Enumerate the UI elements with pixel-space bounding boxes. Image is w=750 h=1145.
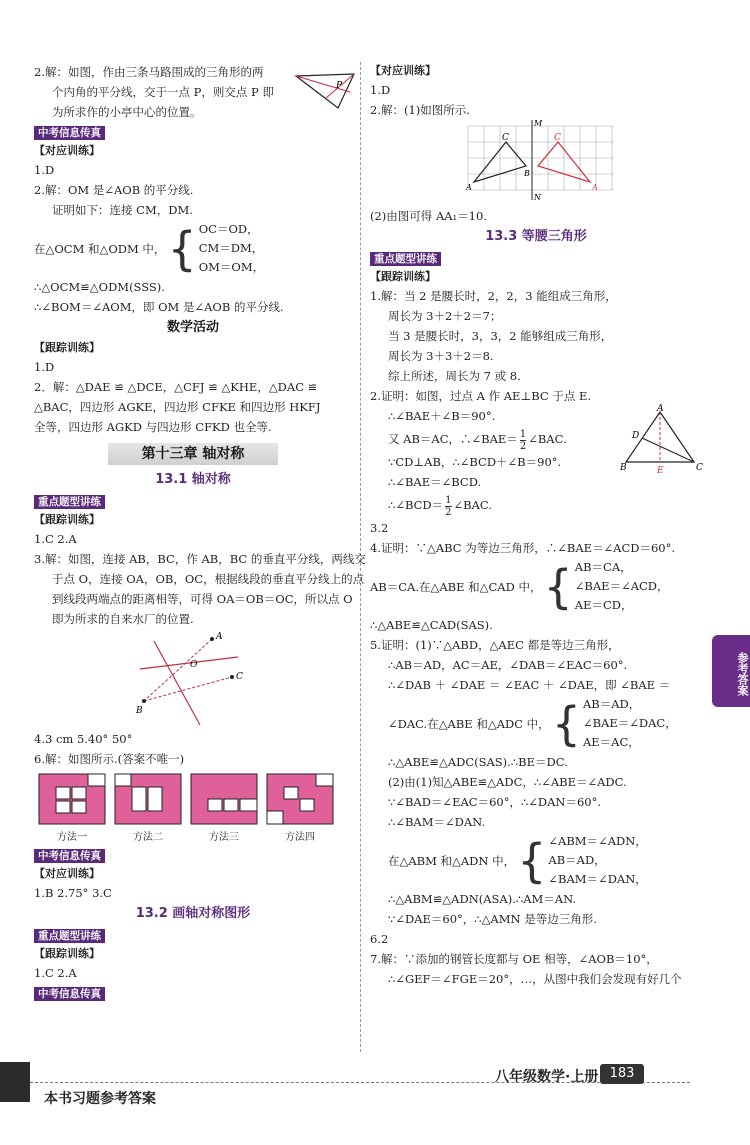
answer-line: 即为所求的自来水厂的位置.: [52, 612, 194, 626]
section-tag: 重点题型讲练: [34, 929, 105, 943]
svg-text:C: C: [502, 133, 509, 143]
system-lead: AB＝CA.在△ABE 和△CAD 中，: [370, 579, 542, 594]
answer-line: ∴△ABM≌△ADN(ASA).∴AM＝AN.: [388, 892, 577, 906]
answer-line: 1.D: [34, 163, 55, 177]
answer-line: (2)由图可得 AA₁＝10.: [370, 209, 487, 223]
equation-system: [370, 558, 702, 615]
answer-line: 证明如下：连接 CM，DM.: [52, 203, 193, 217]
answer-line: 综上所述，周长为 7 或 8.: [388, 369, 521, 383]
svg-text:C: C: [236, 672, 243, 682]
answer-line: 1.B 2.75° 3.C: [34, 886, 112, 900]
svg-text:C: C: [696, 463, 703, 473]
answer-line: 2.解：OM 是∠AOB 的平分线.: [34, 183, 194, 197]
answer-line: 1.D: [370, 83, 391, 97]
brace-icon: {: [551, 696, 581, 751]
answer-line: ∴△ABE≌△ADC(SAS).∴BE＝DC.: [388, 755, 568, 769]
answer-line: 周长为 3＋2＋2＝7；: [388, 309, 502, 323]
section-tag: 中考信息传真: [34, 126, 105, 140]
grid-figure: [190, 773, 258, 843]
answer-line: ∴∠BAE＋∠B＝90°.: [388, 409, 496, 423]
isosceles-triangle-figure: [620, 406, 702, 476]
answer-line: 7.解：∵添加的钢管长度都与 OE 相等，∠AOB＝10°，: [370, 952, 658, 966]
svg-text:A: A: [216, 632, 223, 642]
answer-line: 5.证明：(1)∵△ABD，△AEC 都是等边三角形，: [370, 638, 620, 652]
answer-line: ∵CD⊥AB，∴∠BCD＋∠B＝90°.: [388, 455, 562, 469]
svg-text:C: C: [554, 133, 561, 143]
equation-system: [370, 832, 702, 889]
answer-line: 3.解：如图，连接 AB，BC，作 AB，BC 的垂直平分线，两线交: [34, 552, 366, 566]
equation-system: [34, 220, 352, 277]
method-label: 方法三: [209, 832, 239, 843]
answer-line: 到线段两端点的距离相等，可得 OA＝OB＝OC，所以点 O: [52, 592, 353, 606]
answer-line: ∴∠BAE＝∠BCD.: [388, 475, 482, 489]
answer-line: 当 3 是腰长时，3，3，2 能够组成三角形，: [388, 329, 613, 343]
svg-text:B: B: [620, 463, 627, 473]
text-segment: ∠BAC.: [528, 432, 567, 446]
right-column: [370, 62, 702, 989]
answer-line: [370, 492, 702, 518]
method-label: 方法一: [57, 832, 87, 843]
section-heading: 数学活动: [166, 320, 219, 335]
svg-text:P: P: [336, 81, 343, 91]
answer-line: 个内角的平分线，交于一点 P，则交点 P 即: [52, 85, 274, 99]
footer-grade-label: 八年级数学·上册: [495, 1069, 599, 1085]
svg-text:B: B: [136, 706, 143, 716]
grid-reflection-figure: [466, 120, 616, 206]
fraction-numerator: 1: [519, 428, 527, 440]
system-row: AE＝AC，: [582, 735, 640, 749]
system-row: ∠ABM＝∠ADN，: [548, 834, 647, 848]
system-row: AE＝CD，: [574, 598, 633, 612]
section-tag: 中考信息传真: [34, 987, 105, 1001]
answer-line: 2.解：(1)如图所示.: [370, 103, 470, 117]
system-row: CM＝DM，: [198, 241, 264, 255]
brace-icon: {: [543, 559, 573, 614]
text-segment: ∠BAC.: [453, 498, 492, 512]
subsection-label: 【跟踪训练】: [370, 270, 436, 283]
system-row: OM＝OM，: [198, 260, 265, 274]
brace-icon: {: [167, 221, 197, 276]
chapter-title: 第十三章 轴对称: [108, 443, 278, 465]
fraction-denominator: 2: [519, 440, 527, 452]
grid-figures: [38, 773, 352, 843]
answer-line: ∴∠BAM＝∠DAN.: [388, 815, 486, 829]
subsection-label: 【对应训练】: [34, 144, 100, 157]
svg-text:O: O: [190, 660, 198, 670]
left-column: [34, 62, 366, 1003]
svg-text:N: N: [534, 193, 541, 202]
grid-figure: [114, 773, 182, 843]
method-label: 方法二: [133, 832, 163, 843]
answer-line: ∴△ABE≌△CAD(SAS).: [370, 618, 493, 632]
corner-decoration: [0, 1062, 30, 1102]
triangle-bisector-figure: [292, 68, 356, 112]
section-tag: 重点题型讲练: [370, 252, 441, 266]
grid-figure: [38, 773, 106, 843]
footer-book-title: 本书习题参考答案: [44, 1091, 156, 1107]
answer-line: 1.D: [34, 360, 55, 374]
section-heading: 13.3 等腰三角形: [485, 229, 587, 244]
answer-line: 1.C 2.A: [34, 532, 77, 546]
answer-line: ∵∠DAE＝60°，∴△AMN 是等边三角形.: [388, 912, 597, 926]
answer-line: 全等，四边形 AGKD 与四边形 CFKD 也全等.: [34, 420, 272, 434]
answer-line: 2.证明：如图，过点 A 作 AE⊥BC 于点 E.: [370, 389, 592, 403]
section-heading: 13.2 画轴对称图形: [135, 906, 251, 921]
answer-line: (2)由(1)知△ABE≌△ADC，∴∠ABE＝∠ADC.: [388, 775, 627, 789]
answer-line: 于点 O，连接 OA，OB，OC，根据线段的垂直平分线上的点: [52, 572, 365, 586]
answer-line: 为所求作的小亭中心的位置。: [52, 105, 202, 119]
equation-system: [370, 695, 702, 752]
fraction: [520, 429, 526, 452]
system-lead: ∠DAC.在△ABE 和△ADC 中，: [388, 716, 550, 731]
section-tag: 重点题型讲练: [34, 495, 105, 509]
system-lead: 在△ABM 和△ADN 中，: [388, 853, 516, 868]
subsection-label: 【跟踪训练】: [34, 341, 100, 354]
svg-text:E: E: [657, 466, 664, 476]
grid-figure: [266, 773, 334, 843]
system-lead: 在△OCM 和△ODM 中，: [34, 241, 166, 256]
section-heading: 13.1 轴对称: [155, 472, 231, 487]
answer-line: △BAC，四边形 AGKE，四边形 CFKE 和四边形 HKFJ: [34, 400, 321, 414]
answer-line: 1.C 2.A: [34, 966, 77, 980]
brace-icon: {: [517, 833, 547, 888]
svg-text:A: A: [592, 183, 598, 192]
system-row: ∠BAM＝∠DAN，: [548, 872, 647, 886]
answer-line: ∴△OCM≌△ODM(SSS).: [34, 280, 165, 294]
answer-line: ∴AB＝AD，AC＝AE，∠DAB＝∠EAC＝60°.: [388, 658, 628, 672]
system-row: AB＝CA，: [574, 560, 632, 574]
system-row: OC＝OD，: [198, 222, 259, 236]
svg-text:A: A: [466, 183, 472, 192]
answer-line: 2.解：如图，作由三条马路围成的三角形的两: [34, 65, 264, 79]
answer-line: 2．解：△DAE ≌ △DCE，△CFJ ≌ △KHE，△DAC ≌: [34, 380, 318, 394]
subsection-label: 【跟踪训练】: [34, 947, 100, 960]
answer-line: 4.证明：∵△ABC 为等边三角形，∴∠BAE＝∠ACD＝60°.: [370, 541, 676, 555]
svg-text:M: M: [534, 119, 543, 128]
text-segment: ∴∠BCD＝: [388, 498, 444, 512]
system-row: AB＝AD，: [548, 853, 606, 867]
section-tag: 中考信息传真: [34, 849, 105, 863]
answer-line: 4.3 cm 5.40° 50°: [34, 732, 133, 746]
answer-line: 6.2: [370, 932, 389, 946]
system-row: ∠BAE＝∠DAC，: [582, 716, 677, 730]
answer-side-tab: 参考答案: [712, 635, 750, 707]
page-number: 183: [600, 1064, 644, 1084]
system-row: ∠BAE＝∠ACD，: [574, 579, 669, 593]
svg-text:A: A: [657, 404, 664, 414]
answer-line: ∴∠BOM＝∠AOM，即 OM 是∠AOB 的平分线.: [34, 300, 284, 314]
perpendicular-bisector-figure: [134, 629, 244, 729]
answer-line: 周长为 3＋3＋2＝8.: [388, 349, 494, 363]
subsection-label: 【对应训练】: [370, 64, 436, 77]
answer-line: ∴∠GEF＝∠FGE＝20°，…，从图中我们会发现有好几个: [388, 972, 682, 986]
fraction-denominator: 2: [445, 506, 452, 518]
text-segment: 又 AB＝AC，∴∠BAE＝: [388, 432, 518, 446]
subsection-label: 【对应训练】: [34, 867, 100, 880]
method-label: 方法四: [285, 832, 315, 843]
fraction-numerator: 1: [445, 494, 452, 506]
answer-line: 1.解：当 2 是腰长时，2，2，3 能组成三角形，: [370, 289, 617, 303]
system-row: AB＝AD，: [582, 697, 641, 711]
answer-line: 3.2: [370, 521, 389, 535]
answer-line: ∴∠DAB ＋ ∠DAE ＝ ∠EAC ＋ ∠DAE，即 ∠BAE ＝: [388, 678, 671, 692]
svg-text:B: B: [524, 169, 530, 178]
page-footer: [0, 1062, 750, 1145]
subsection-label: 【跟踪训练】: [34, 513, 100, 526]
fraction: [445, 495, 451, 518]
answer-line: 6.解：如图所示.(答案不唯一): [34, 752, 185, 766]
answer-line: ∵∠BAD＝∠EAC＝60°，∴∠DAN＝60°.: [388, 795, 602, 809]
svg-text:D: D: [632, 431, 640, 441]
